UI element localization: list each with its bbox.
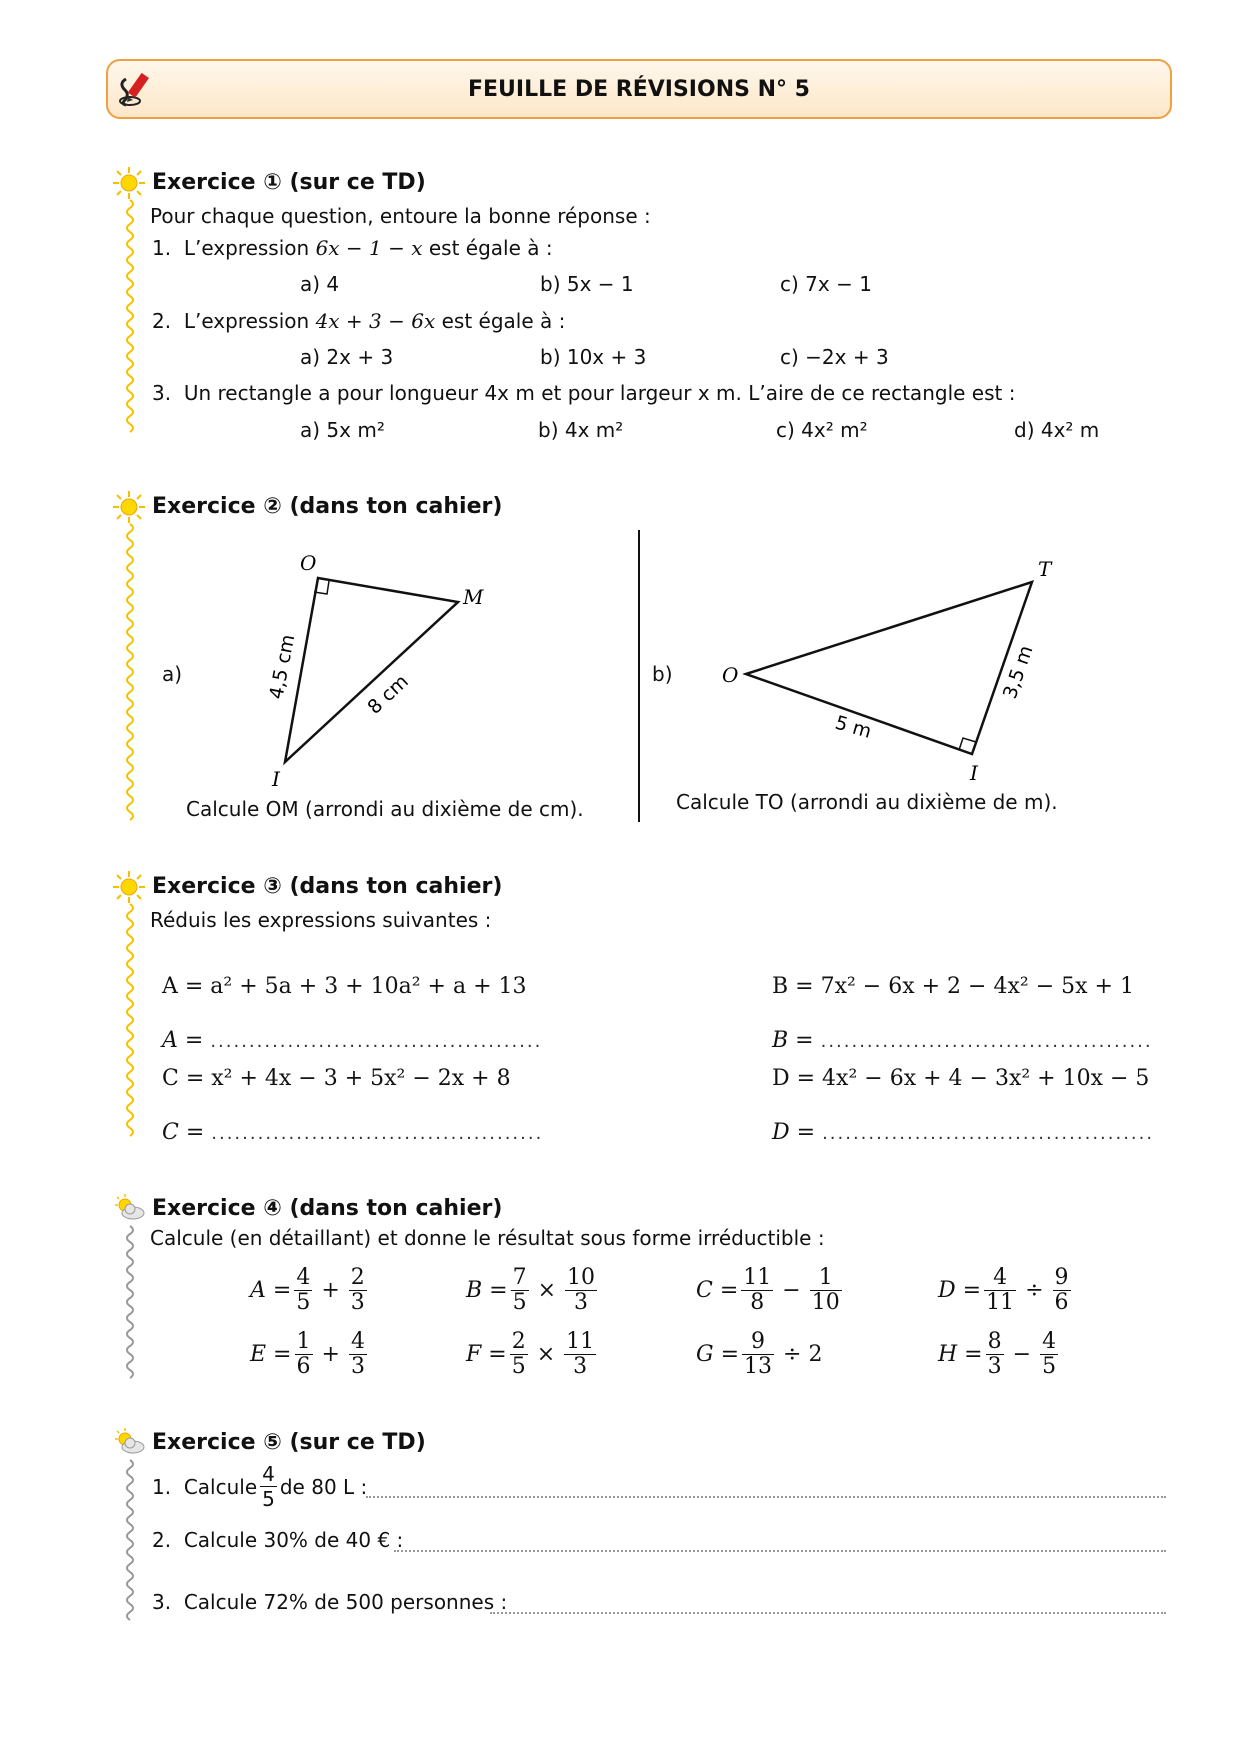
wavy-margin-line xyxy=(123,904,137,1144)
triangle-OMI-figure xyxy=(250,550,484,791)
vertex-label-O: O xyxy=(300,551,317,575)
fraction-expression-H: H = $\frac{8}{3}$ − $\frac{4}{5}$ xyxy=(938,1329,1057,1379)
side-length-OI: 5 m xyxy=(832,711,874,743)
fraction-expression-C: C = $\frac{11}{8}$ − $\frac{1}{10}$ xyxy=(696,1265,840,1315)
wavy-margin-line xyxy=(123,1226,137,1378)
triangle-OTI-figure xyxy=(710,550,1070,790)
vertex-label-O: O xyxy=(722,663,739,687)
question-1: 1. L’expression 6x − 1 − x est égale à : xyxy=(152,236,553,260)
fraction-expression-D: D = $\frac{4}{11}$ ÷ $\frac{9}{6}$ xyxy=(938,1265,1069,1315)
question-2: 2. Calcule 30% de 40 € : xyxy=(152,1528,404,1552)
expression-D: D = 4x² − 6x + 4 − 3x² + 10x − 5 xyxy=(772,1066,1150,1091)
vertex-label-T: T xyxy=(1038,557,1052,581)
answer-choice[interactable]: c) −2x + 3 xyxy=(780,345,889,369)
vertical-divider xyxy=(638,530,640,822)
side-length-IM: 8 cm xyxy=(363,670,413,719)
exercise-4-intro: Calcule (en détaillant) et donne le résultat sous forme irréductible : xyxy=(150,1226,825,1250)
sun-icon xyxy=(112,870,146,904)
wavy-margin-line xyxy=(123,200,137,440)
answer-line-C[interactable]: C = ........................................... xyxy=(162,1120,544,1145)
part-a-label: a) xyxy=(162,662,183,686)
answer-line-3[interactable] xyxy=(490,1612,1166,1614)
exercise-4-title: Exercice ④ (dans ton cahier) xyxy=(152,1196,503,1221)
page-title: FEUILLE DE RÉVISIONS N° 5 xyxy=(468,77,810,102)
answer-line-1[interactable] xyxy=(366,1496,1166,1498)
answer-choice[interactable]: c) 4x² m² xyxy=(776,418,868,442)
answer-choice[interactable]: b) 4x m² xyxy=(538,418,624,442)
side-length-OI: 4,5 cm xyxy=(265,632,300,701)
side-length-TI: 3,5 m xyxy=(998,642,1038,702)
exercise-3-intro: Réduis les expressions suivantes : xyxy=(150,908,492,932)
fraction-expression-A: A = $\frac{4}{5}$ + $\frac{2}{3}$ xyxy=(250,1265,365,1315)
fraction-expression-G: G = $\frac{9}{13}$ ÷ 2 xyxy=(696,1329,823,1379)
answer-line-B[interactable]: B = ........................................... xyxy=(772,1028,1153,1053)
part-b-label: b) xyxy=(652,662,673,686)
triangle-OTI xyxy=(746,582,1032,754)
sun-icon xyxy=(112,166,146,200)
exercise-1-title: Exercice ① (sur ce TD) xyxy=(152,170,426,195)
answer-choice[interactable]: b) 10x + 3 xyxy=(540,345,647,369)
wavy-margin-line xyxy=(123,524,137,820)
sun-icon xyxy=(112,490,146,524)
question-3: 3. Calcule 72% de 500 personnes : xyxy=(152,1590,508,1614)
answer-choice[interactable]: c) 7x − 1 xyxy=(780,272,872,296)
wavy-margin-line xyxy=(123,1460,137,1620)
fraction-expression-F: F = $\frac{2}{5}$ × $\frac{11}{3}$ xyxy=(466,1329,595,1379)
answer-choice[interactable]: a) 4 xyxy=(300,272,340,296)
exercise-2b-question: Calcule TO (arrondi au dixième de m). xyxy=(676,790,1058,814)
exercise-3-title: Exercice ③ (dans ton cahier) xyxy=(152,874,503,899)
cloud-sun-icon xyxy=(112,1192,146,1226)
question-2: 2. L’expression 4x + 3 − 6x est égale à : xyxy=(152,309,566,333)
expression-C: C = x² + 4x − 3 + 5x² − 2x + 8 xyxy=(162,1066,511,1091)
answer-line-2[interactable] xyxy=(394,1550,1166,1552)
exercise-5-title: Exercice ⑤ (sur ce TD) xyxy=(152,1430,426,1455)
fraction-expression-B: B = $\frac{7}{5}$ × $\frac{10}{3}$ xyxy=(466,1265,596,1315)
exercise-2-title: Exercice ② (dans ton cahier) xyxy=(152,494,503,519)
fraction-expression-E: E = $\frac{1}{6}$ + $\frac{4}{3}$ xyxy=(250,1329,365,1379)
vertex-label-I: I xyxy=(970,761,978,785)
answer-choice[interactable]: a) 2x + 3 xyxy=(300,345,394,369)
expression-A: A = a² + 5a + 3 + 10a² + a + 13 xyxy=(162,974,527,999)
exercise-1-intro: Pour chaque question, entoure la bonne réponse : xyxy=(150,204,651,228)
question-3: 3. Un rectangle a pour longueur 4x m et pour largeur x m. L’aire de ce rectangle est : xyxy=(152,381,1016,405)
exercise-2a-question: Calcule OM (arrondi au dixième de cm). xyxy=(186,797,584,821)
vertex-label-I: I xyxy=(272,767,280,791)
triangle-OMI xyxy=(285,578,458,762)
answer-choice[interactable]: d) 4x² m xyxy=(1014,418,1100,442)
vertex-label-M: M xyxy=(463,585,484,609)
page-header xyxy=(106,59,1172,119)
expression-B: B = 7x² − 6x + 2 − 4x² − 5x + 1 xyxy=(772,974,1134,999)
cloud-sun-icon xyxy=(112,1426,146,1460)
answer-choice[interactable]: b) 5x − 1 xyxy=(540,272,634,296)
answer-line-D[interactable]: D = ........................................... xyxy=(772,1120,1155,1145)
question-1: 1. Calcule $\frac{4}{5}$ de 80 L : xyxy=(152,1462,368,1511)
answer-line-A[interactable]: A = ........................................... xyxy=(162,1028,543,1053)
answer-choice[interactable]: a) 5x m² xyxy=(300,418,385,442)
